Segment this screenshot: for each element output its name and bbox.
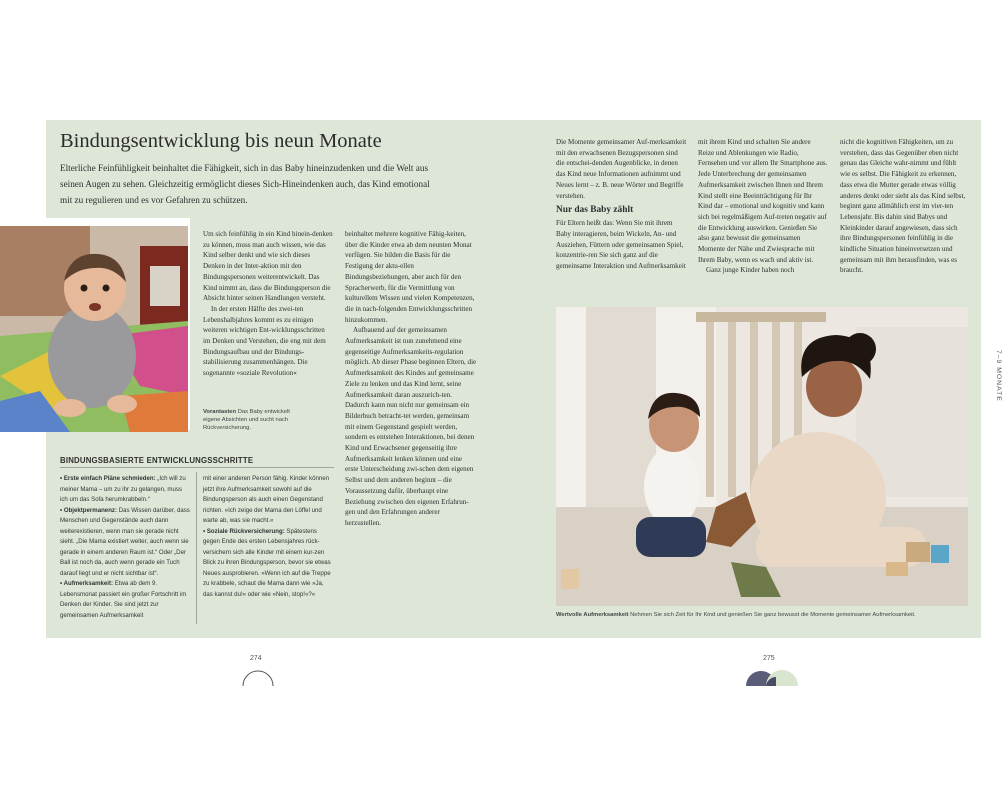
caption-right-text: Nehmen Sie sich Zeit für Ihr Kind und genießen Sie ganz bewusst die Momente gemeinsamer Aufmerksamkeit.	[628, 612, 916, 618]
caption-left-text: Das Baby entwickelt eigene Absichten und sucht nach Rückversicherung.	[203, 409, 290, 432]
page-marker-right-icon	[746, 666, 798, 686]
mother-baby-playing-photo	[556, 307, 968, 606]
col3-paragraph-2: Für Eltern heißt das: Wenn Sie mit ihrem Baby interagieren, beim Wickeln, An- und Ausziehen, Füttern oder gemeinsamen Spiel, konzentrie-ren Sie sich ganz auf die gemeinsame Interaktion und Aufmerksamkeit	[556, 219, 686, 271]
step-object-permanence-bold: • Objektpermanenz:	[60, 506, 117, 514]
body-column-4	[698, 137, 828, 297]
intro-paragraph: Elterliche Feinfühligkeit beinhaltet die Fähigkeit, sich in das Baby hineinzudenken und die Welt aus seinen Augen zu sehen. Gleichzeitig ermöglicht dieses Sich-Hineindenken auch, das Kind emotional mit zu regulieren und es vor Gefahren zu schützen.	[60, 163, 430, 205]
step-attention	[60, 579, 190, 621]
body-column-5	[840, 137, 968, 297]
step-attention-continued: mit einer anderen Person fähig. Kinder können jetzt ihre Aufmerksamkeit sowohl auf die Bindungsperson als auch einen Gegenstand richten. »Ich zeige der Mama den Löffel und warte ab, was sie macht.«	[203, 475, 330, 524]
box-column-divider	[196, 472, 197, 624]
page-number-right: 275	[763, 655, 775, 662]
photo-caption-right	[556, 611, 968, 619]
step-plans	[60, 474, 190, 506]
col2-paragraph-1: beinhaltet mehrere kognitive Fähig-keiten, über die Kinder etwa ab dem neunten Monat verfügen. Sie bilden die Basis für die Festigung der aktu-ellen Bindungsbeziehungen, aber auch für den Spracherwerb, für die Vermittlung von kulturellem Wissen und vielen Kompetenzen, die in nach-folgenden Entwicklungsschritten hinzukommen.	[345, 230, 475, 324]
col1-paragraph-2: In der ersten Hälfte des zwei-ten Lebenshalbjahres kommt es zu einigen weiteren wichtigen Ent-wicklungsschritten im Denken und Verstehen, die eng mit dem Bindungsaufbau und der Bindungs-stabilisierung zusammenhängen. Die sogenannte »soziale Revolution«	[203, 304, 326, 378]
col2-paragraph-2: Aufbauend auf der gemeinsamen Aufmerksamkeit ist nun zunehmend eine gegenseitige Aufmerksamkeits-regulation möglich. Ab dieser Phase beginnen Eltern, die Aufmerksamkeit des Kindes auf gemeinsame Ziele zu lenken und das Kind lernt, seine Aufmerksamkeit daran auszurich-ten. Dadurch kann nun nicht nur gemeinsam ein Bilderbuch betracht-tet werden, gemeinsam mit einem Gegenstand gespielt werden, sondern es entstehen Interaktionen, bei denen Kind und Erwachsener gegenseitig ihre Aufmerksamkeit lenken können und eine erste Unterscheidung zwi-schen dem eigenen Selbst und dem anderen beginnt – die Voraussetzung dafür, überhaupt eine Beziehung zwischen den eigenen Erfahrun-gen und den Erfahrungen anderer herzustellen.	[345, 326, 477, 527]
body-column-3	[556, 137, 688, 297]
col3-paragraph-1: Die Momente gemeinsamer Auf-merksamkeit mit den erwachsenen Bezugspersonen sind die entschei-denden Augenblicke, in denen das Kind neue Informationen aufnimmt und Neues lernt – z. B. neue Wörter und Begriffe verstehen.	[556, 138, 687, 200]
step-social-reassurance	[203, 527, 333, 601]
box-title: BINDUNGSBASIERTE ENTWICKLUNGSSCHRITTE	[60, 456, 254, 465]
caption-left-bold: Vorantasten	[203, 409, 237, 415]
step-plans-bold: • Erste einfach Pläne schmieden:	[60, 475, 156, 482]
page-title: Bindungsentwicklung bis neun Monate	[60, 130, 382, 152]
subheading-only-baby: Nur das Baby zählt	[556, 205, 634, 216]
caption-right-bold: Wertvolle Aufmerksamkeit	[556, 612, 629, 618]
chapter-side-tab: 7–9 MONATE	[995, 350, 1002, 402]
baby-crawling-photo	[0, 226, 188, 432]
step-plans-text: „Ich will zu meiner Mama – um zu ihr zu gelangen, muss ich um das Sofa herumkrabbeln.“	[60, 475, 186, 503]
col1-paragraph-1: Um sich feinfühlig in ein Kind hinein-denken zu können, muss man auch wissen, wie das Kind selber denkt und wie sich dieses Denken in der Inter-aktion mit den Bindungspersonen weiterentwickelt. Das Kind nimmt an, dass die Bindungsperson die Absicht hinter seinen Handlungen versteht.	[203, 230, 333, 303]
col4-paragraph-2: Ganz junge Kinder haben noch	[706, 266, 795, 275]
box-column-2	[203, 474, 333, 629]
box-title-rule	[60, 467, 334, 468]
step-attention-bold: • Aufmerksamkeit:	[60, 580, 114, 587]
box-column-1	[60, 474, 190, 629]
col4-paragraph-1: mit ihrem Kind und schalten Sie andere Reize und Ablenkungen wie Radio, Fernsehen und vor allem Ihr Smartphone aus. Jede Unterbrechung der gemeinsamen Aufmerksamkeit zwischen Ihnen und Ihrem Kind stellt eine Beeinträchtigung für Ihr Kind dar – emotional und kognitiv und kann sich bei regelmäßigem Auf-treten negativ auf die Entwicklung auswirken. Genießen Sie also ganz bewusst die gemeinsamen Momente der Nähe und Zwiesprache mit Ihrem Baby, wenn es wach und aktiv ist.	[698, 138, 828, 264]
step-object-permanence-text: Das Wissen darüber, dass Menschen und Gegenstände auch dann weiterexistieren, wenn man sie gerade nicht sieht. „Die Mama existiert weiter, auch wenn sie gerade in einem anderen Raum ist.“ Oder „Der Ball ist noch da, auch wenn gerade ein Tuch darauf liegt und er nicht sichtbar ist“.	[60, 506, 190, 577]
col5-paragraph-1: nicht die kognitiven Fähigkeiten, um zu verstehen, dass das Gegenüber eben nicht genau das Gleiche wahr-nimmt und fühlt wie es selbst. Die Fähigkeit zu erkennen, dass etwa die Mutter gerade etwas völlig anderes denkt oder sieht als das Kind selbst, beginnt ganz allmählich erst im vier-ten Lebensjahr. Bis dahin sind Babys und Kleinkinder darauf angewiesen, dass sich ihre Bindungspersonen feinfühlig in die kindliche Situation hineinversetzen und gemeinsam mit ihm herausfinden, was es braucht.	[840, 138, 966, 275]
step-social-reassurance-bold: • Soziale Rückversicherung:	[203, 527, 285, 535]
step-social-reassurance-text: Spätestens gegen Ende des ersten Lebensjahres rück-versichern sich alle Kinder mit einem kur-zen Blick zu ihren Bindungsperson, bevor sie etwas Neues ausprobieren. »Wenn ich auf die Treppe zu krabbele, schaut die Mama dann wie »Ja, das kannst du!« oder wie »Nein, stop!«?«	[203, 527, 331, 598]
page-marker-left-icon	[242, 666, 274, 686]
step-object-permanence	[60, 506, 190, 580]
photo-caption-left	[203, 408, 303, 433]
body-column-2	[345, 229, 477, 564]
step-attention-text: Etwa ab dem 9. Lebensmonat passiert ein großer Fortschritt im Denken der Kinder. Sie sind jetzt zur gemeinsamen Aufmerksamkeit	[60, 580, 187, 619]
page-number-left: 274	[250, 655, 262, 662]
body-column-1	[203, 229, 333, 397]
